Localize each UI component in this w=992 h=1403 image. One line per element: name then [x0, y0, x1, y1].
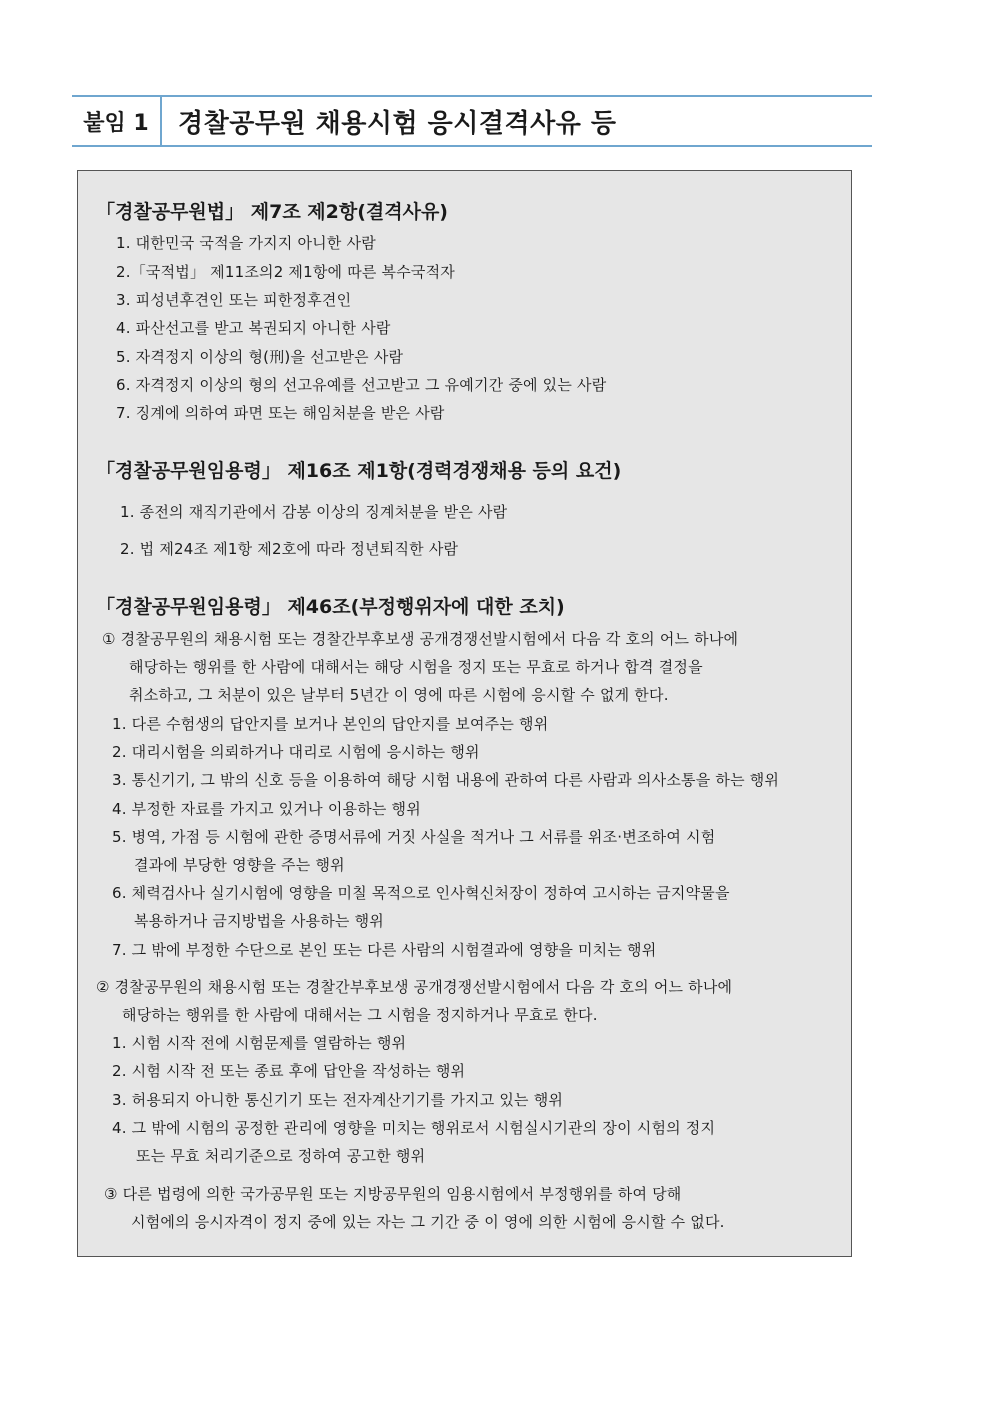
clause-line: ② 경찰공무원의 채용시험 또는 경찰간부후보생 공개경쟁선발시험에서 다음 각 호의 어느 하나에 — [96, 978, 733, 996]
clause-line: 해당하는 행위를 한 사람에 대해서는 그 시험을 정지하거나 무효로 한다. — [122, 1006, 598, 1024]
list-item: 3. 허용되지 아니한 통신기기 또는 전자계산기기를 가지고 있는 행위 — [112, 1091, 564, 1109]
list-item: 2. 법 제24조 제1항 제2호에 따라 정년퇴직한 사람 — [120, 540, 459, 558]
clause-line: 시험에의 응시자격이 정지 중에 있는 자는 그 기간 중 이 영에 의한 시험에 응시할 수 없다. — [131, 1213, 725, 1231]
list-item: 7. 그 밖에 부정한 수단으로 본인 또는 다른 사람의 시험결과에 영향을 미치는 행위 — [112, 941, 657, 959]
list-item: 2.「국적법」 제11조의2 제1항에 따른 복수국적자 — [116, 263, 455, 281]
section-title: 「경찰공무원임용령」 제16조 제1항(경력경쟁채용 등의 요건) — [96, 460, 622, 482]
clause-line: ① 경찰공무원의 채용시험 또는 경찰간부후보생 공개경쟁선발시험에서 다음 각 호의 어느 하나에 — [102, 630, 739, 648]
document-header — [72, 95, 872, 147]
list-item: 5. 병역, 가점 등 시험에 관한 증명서류에 거짓 사실을 적거나 그 서류를 위조·변조하여 시험 — [112, 828, 716, 846]
list-item: 1. 대한민국 국적을 가지지 아니한 사람 — [116, 234, 376, 252]
list-item: 2. 시험 시작 전 또는 종료 후에 답안을 작성하는 행위 — [112, 1062, 466, 1080]
list-item: 또는 무효 처리기준으로 정하여 공고한 행위 — [136, 1147, 426, 1165]
list-item: 1. 시험 시작 전에 시험문제를 열람하는 행위 — [112, 1034, 407, 1052]
list-item: 3. 피성년후견인 또는 피한정후견인 — [116, 291, 352, 309]
list-item: 4. 그 밖에 시험의 공정한 관리에 영향을 미치는 행위로서 시험실시기관의 장이 시험의 정지 — [112, 1119, 716, 1137]
list-item: 7. 징계에 의하여 파면 또는 해임처분을 받은 사람 — [116, 404, 445, 422]
page-title: 경찰공무원 채용시험 응시결격사유 등 — [178, 108, 617, 139]
list-item: 3. 통신기기, 그 밖의 신호 등을 이용하여 해당 시험 내용에 관하여 다른 사람과 의사소통을 하는 행위 — [112, 771, 780, 789]
list-item: 6. 자격정지 이상의 형의 선고유예를 선고받고 그 유예기간 중에 있는 사람 — [116, 376, 607, 394]
list-item: 2. 대리시험을 의뢰하거나 대리로 시험에 응시하는 행위 — [112, 743, 480, 761]
clause-line: ③ 다른 법령에 의한 국가공무원 또는 지방공무원의 임용시험에서 부정행위를 하여 당해 — [104, 1185, 682, 1203]
content-box — [77, 170, 852, 1257]
clause-line: 해당하는 행위를 한 사람에 대해서는 해당 시험을 정지 또는 무효로 하거나 합격 결정을 — [129, 658, 703, 676]
list-item: 4. 파산선고를 받고 복권되지 아니한 사람 — [116, 319, 391, 337]
list-item: 복용하거나 금지방법을 사용하는 행위 — [134, 912, 384, 930]
list-item: 1. 종전의 재직기관에서 감봉 이상의 징계처분을 받은 사람 — [120, 503, 508, 521]
section-title: 「경찰공무원임용령」 제46조(부정행위자에 대한 조치) — [96, 596, 565, 618]
clause-line: 취소하고, 그 처분이 있은 날부터 5년간 이 영에 따른 시험에 응시할 수 없게 한다. — [129, 686, 669, 704]
list-item: 결과에 부당한 영향을 주는 행위 — [134, 856, 345, 874]
list-item: 4. 부정한 자료를 가지고 있거나 이용하는 행위 — [112, 800, 421, 818]
list-item: 5. 자격정지 이상의 형(刑)을 선고받은 사람 — [116, 348, 404, 366]
list-item: 1. 다른 수험생의 답안지를 보거나 본인의 답안지를 보여주는 행위 — [112, 715, 549, 733]
attachment-tag: 붙임 1 — [72, 97, 162, 145]
list-item: 6. 체력검사나 실기시험에 영향을 미칠 목적으로 인사혁신처장이 정하여 고시하는 금지약물을 — [112, 884, 730, 902]
section-title: 「경찰공무원법」 제7조 제2항(결격사유) — [96, 201, 448, 223]
